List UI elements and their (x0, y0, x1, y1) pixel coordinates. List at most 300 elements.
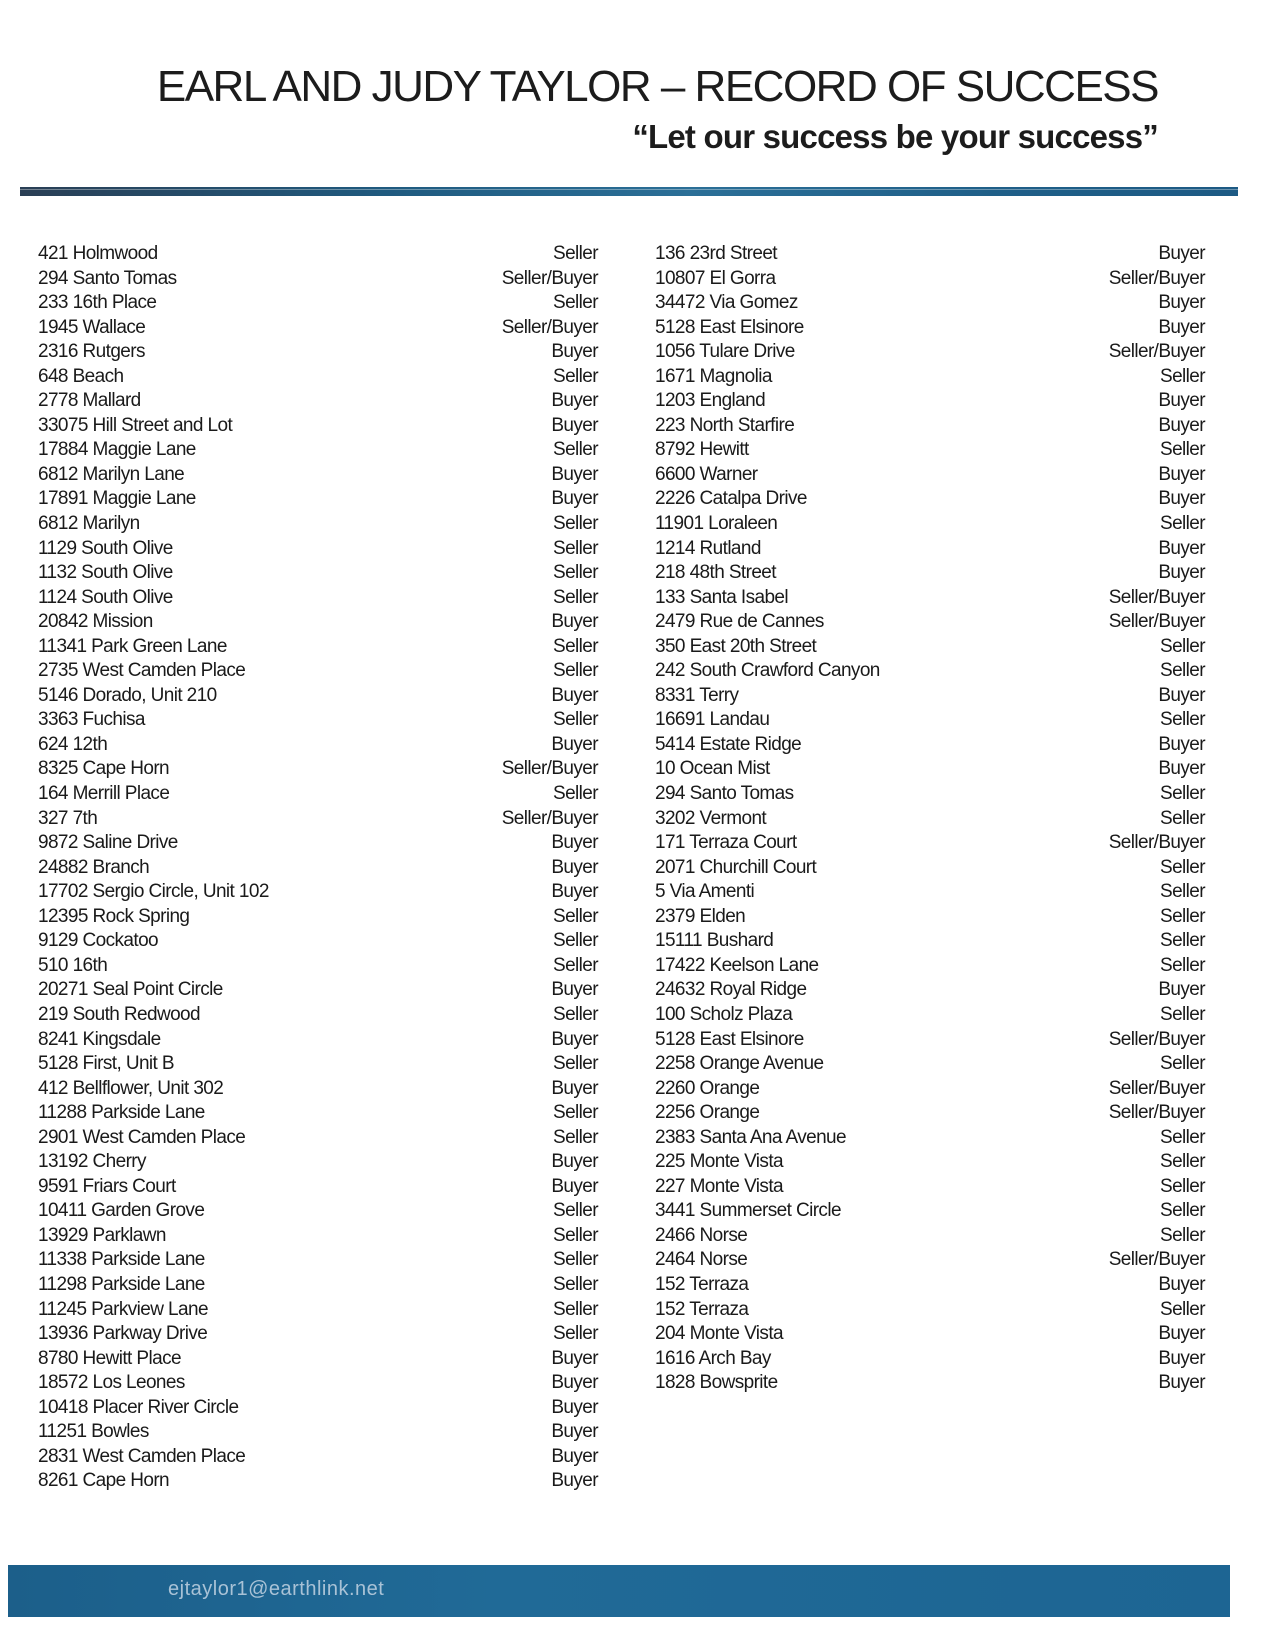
property-address: 218 48th Street (655, 562, 776, 584)
property-address: 624 12th (38, 733, 108, 755)
property-address: 294 Santo Tomas (38, 267, 177, 289)
transaction-role: Seller (553, 1298, 598, 1320)
property-address: 11251 Bowles (38, 1421, 149, 1443)
list-item (38, 610, 598, 635)
list-item (655, 1003, 1205, 1028)
list-item (655, 1371, 1205, 1396)
property-address: 10411 Garden Grove (38, 1200, 205, 1222)
property-address: 164 Merrill Place (38, 783, 170, 805)
list-item (38, 1199, 598, 1224)
property-address: 8331 Terry (655, 684, 739, 706)
transaction-role: Buyer (551, 341, 598, 363)
property-address: 152 Terraza (655, 1273, 749, 1295)
transaction-role: Buyer (551, 1077, 598, 1099)
property-address: 18572 Los Leones (38, 1372, 185, 1394)
transaction-role: Buyer (551, 611, 598, 633)
property-address: 2466 Norse (655, 1224, 748, 1246)
transaction-role: Buyer (1158, 684, 1205, 706)
transaction-role: Seller (1160, 1200, 1205, 1222)
transaction-role: Buyer (1158, 1273, 1205, 1295)
transaction-role: Buyer (551, 733, 598, 755)
transaction-role: Seller (1160, 807, 1205, 829)
list-item (38, 782, 598, 807)
transaction-role: Buyer (1158, 1347, 1205, 1369)
transaction-role: Seller (553, 930, 598, 952)
transaction-role: Seller/Buyer (501, 316, 598, 338)
property-address: 2258 Orange Avenue (655, 1053, 824, 1075)
transaction-role: Seller/Buyer (1108, 1077, 1205, 1099)
property-address: 2379 Elden (655, 905, 746, 927)
transaction-role: Seller/Buyer (501, 807, 598, 829)
list-item (655, 954, 1205, 979)
list-item (38, 1224, 598, 1249)
property-address: 1129 South Olive (38, 537, 173, 559)
transaction-role: Seller/Buyer (501, 758, 598, 780)
list-item (655, 807, 1205, 832)
property-address: 1945 Wallace (38, 316, 146, 338)
transaction-role: Seller (553, 635, 598, 657)
list-item (38, 389, 598, 414)
transaction-role: Seller/Buyer (1108, 586, 1205, 608)
transaction-role: Buyer (551, 488, 598, 510)
transaction-role: Buyer (1158, 316, 1205, 338)
list-item (655, 242, 1205, 267)
property-address: 2464 Norse (655, 1249, 748, 1271)
transaction-role: Buyer (551, 414, 598, 436)
property-address: 2260 Orange (655, 1077, 760, 1099)
transaction-role: Buyer (1158, 562, 1205, 584)
property-address: 6812 Marilyn (38, 513, 140, 535)
list-item (655, 757, 1205, 782)
list-item (38, 414, 598, 439)
list-item (38, 1420, 598, 1445)
transaction-role: Seller (1160, 709, 1205, 731)
property-address: 152 Terraza (655, 1298, 749, 1320)
list-item (38, 1396, 598, 1421)
property-address: 6600 Warner (655, 463, 758, 485)
list-item (655, 1175, 1205, 1200)
property-address: 11341 Park Green Lane (38, 635, 227, 657)
property-address: 412 Bellflower, Unit 302 (38, 1077, 224, 1099)
transaction-role: Seller (553, 1323, 598, 1345)
property-address: 20271 Seal Point Circle (38, 979, 223, 1001)
list-item (655, 856, 1205, 881)
property-address: 100 Scholz Plaza (655, 1003, 793, 1025)
transaction-role: Buyer (1158, 243, 1205, 264)
list-item (38, 856, 598, 881)
property-address: 8792 Hewitt (655, 439, 749, 461)
transaction-role: Seller (1160, 635, 1205, 657)
transaction-role: Buyer (551, 1470, 598, 1492)
transaction-role: Seller (1160, 1053, 1205, 1075)
list-item (38, 1028, 598, 1053)
list-item (655, 708, 1205, 733)
transaction-role: Seller (553, 905, 598, 927)
transaction-role: Buyer (551, 856, 598, 878)
list-item (655, 978, 1205, 1003)
property-address: 133 Santa Isabel (655, 586, 789, 608)
transaction-role: Buyer (551, 832, 598, 854)
transaction-role: Seller (553, 1053, 598, 1075)
transaction-role: Seller (553, 365, 598, 387)
list-item (38, 757, 598, 782)
transaction-role: Buyer (1158, 1372, 1205, 1394)
list-item (655, 365, 1205, 390)
property-address: 11901 Loraleen (655, 513, 778, 535)
transaction-role: Seller (553, 1102, 598, 1124)
property-address: 219 South Redwood (38, 1003, 200, 1025)
list-item (655, 267, 1205, 292)
list-item (38, 316, 598, 341)
list-item (38, 1052, 598, 1077)
property-address: 16691 Landau (655, 709, 770, 731)
property-address: 171 Terraza Court (655, 832, 797, 854)
list-item (655, 389, 1205, 414)
list-item (655, 512, 1205, 537)
transaction-role: Seller/Buyer (1108, 267, 1205, 289)
list-item (38, 1273, 598, 1298)
transaction-role: Seller (553, 1224, 598, 1246)
property-address: 9872 Saline Drive (38, 832, 178, 854)
property-address: 13192 Cherry (38, 1151, 146, 1173)
list-item (655, 782, 1205, 807)
transaction-role: Seller (553, 243, 598, 264)
property-address: 1828 Bowsprite (655, 1372, 778, 1394)
list-item (655, 537, 1205, 562)
transaction-role: Seller (553, 513, 598, 535)
list-item (655, 291, 1205, 316)
transaction-role: Seller (1160, 1003, 1205, 1025)
transaction-role: Seller (1160, 881, 1205, 903)
page-subtitle: “Let our success be your success” (632, 118, 1158, 155)
property-address: 11288 Parkside Lane (38, 1102, 205, 1124)
transaction-role: Seller (553, 1249, 598, 1271)
property-address: 204 Monte Vista (655, 1323, 783, 1345)
transaction-role: Buyer (551, 684, 598, 706)
transaction-role: Seller/Buyer (1108, 1249, 1205, 1271)
transaction-role: Seller (1160, 439, 1205, 461)
page-title: EARL AND JUDY TAYLOR – RECORD OF SUCCESS (156, 62, 1158, 111)
transaction-role: Buyer (551, 463, 598, 485)
list-item (655, 905, 1205, 930)
transaction-role: Seller (553, 954, 598, 976)
list-item (38, 537, 598, 562)
property-address: 8261 Cape Horn (38, 1470, 170, 1492)
list-item (38, 1248, 598, 1273)
property-address: 227 Monte Vista (655, 1175, 783, 1197)
list-item (38, 1077, 598, 1102)
property-address: 11298 Parkside Lane (38, 1273, 205, 1295)
transaction-role: Seller (1160, 365, 1205, 387)
transaction-role: Seller (1160, 783, 1205, 805)
list-item (38, 1298, 598, 1323)
list-item (38, 1469, 598, 1494)
transaction-role: Seller (1160, 1298, 1205, 1320)
transaction-role: Seller (553, 439, 598, 461)
transaction-role: Seller (553, 709, 598, 731)
list-item (38, 733, 598, 758)
list-item (38, 340, 598, 365)
list-item (655, 1273, 1205, 1298)
transaction-role: Buyer (551, 1445, 598, 1467)
property-address: 2901 West Camden Place (38, 1126, 246, 1148)
list-item (655, 340, 1205, 365)
transaction-role: Seller (1160, 1224, 1205, 1246)
list-item (38, 365, 598, 390)
transaction-role: Buyer (1158, 1323, 1205, 1345)
transaction-role: Buyer (551, 1372, 598, 1394)
property-address: 3441 Summerset Circle (655, 1200, 841, 1222)
transaction-role: Seller (553, 1126, 598, 1148)
property-address: 2226 Catalpa Drive (655, 488, 807, 510)
property-address: 33075 Hill Street and Lot (38, 414, 233, 436)
list-item (38, 1445, 598, 1470)
transaction-role: Buyer (1158, 292, 1205, 314)
list-item (655, 463, 1205, 488)
list-item (38, 905, 598, 930)
list-item (38, 1347, 598, 1372)
transaction-role: Seller (553, 660, 598, 682)
property-address: 1671 Magnolia (655, 365, 772, 387)
list-item (38, 684, 598, 709)
list-item (655, 659, 1205, 684)
list-item (38, 708, 598, 733)
transaction-role: Seller (553, 783, 598, 805)
transaction-role: Seller/Buyer (1108, 1028, 1205, 1050)
list-item (38, 831, 598, 856)
list-item (655, 1150, 1205, 1175)
property-address: 1056 Tulare Drive (655, 341, 795, 363)
transaction-role: Buyer (1158, 414, 1205, 436)
list-item (38, 1371, 598, 1396)
list-item (38, 463, 598, 488)
transaction-role: Buyer (551, 1028, 598, 1050)
property-address: 510 16th (38, 954, 108, 976)
property-address: 5128 East Elsinore (655, 316, 804, 338)
property-address: 5146 Dorado, Unit 210 (38, 684, 217, 706)
transaction-role: Seller (553, 1273, 598, 1295)
list-item (38, 487, 598, 512)
property-address: 13929 Parklawn (38, 1224, 166, 1246)
property-address: 2831 West Camden Place (38, 1445, 246, 1467)
list-item (38, 512, 598, 537)
property-address: 17422 Keelson Lane (655, 954, 819, 976)
list-item (38, 807, 598, 832)
transaction-role: Seller (1160, 1175, 1205, 1197)
transaction-role: Buyer (1158, 758, 1205, 780)
list-item (655, 1052, 1205, 1077)
property-address: 10807 El Gorra (655, 267, 776, 289)
transaction-role: Seller (1160, 905, 1205, 927)
transaction-role: Seller (1160, 1126, 1205, 1148)
list-item (655, 438, 1205, 463)
property-address: 1214 Rutland (655, 537, 761, 559)
property-address: 5128 East Elsinore (655, 1028, 804, 1050)
transaction-role: Seller (553, 1003, 598, 1025)
list-item (38, 561, 598, 586)
property-address: 15111 Bushard (655, 930, 774, 952)
property-address: 1124 South Olive (38, 586, 173, 608)
list-item (655, 487, 1205, 512)
property-address: 2071 Churchill Court (655, 856, 817, 878)
transaction-role: Seller/Buyer (501, 267, 598, 289)
property-address: 6812 Marilyn Lane (38, 463, 185, 485)
list-item (655, 561, 1205, 586)
transaction-role: Seller/Buyer (1108, 341, 1205, 363)
transaction-role: Seller/Buyer (1108, 832, 1205, 854)
list-item (38, 978, 598, 1003)
transaction-role: Buyer (551, 979, 598, 1001)
list-item (655, 1077, 1205, 1102)
list-item (655, 831, 1205, 856)
property-address: 20842 Mission (38, 611, 153, 633)
footer-email[interactable]: ejtaylor1@earthlink.net (168, 1578, 385, 1600)
property-address: 2256 Orange (655, 1102, 760, 1124)
list-item (38, 267, 598, 292)
list-item (38, 291, 598, 316)
list-item (38, 954, 598, 979)
property-address: 3202 Vermont (655, 807, 767, 829)
list-item (38, 438, 598, 463)
property-address: 1203 England (655, 390, 766, 412)
list-item (655, 684, 1205, 709)
list-item (38, 1126, 598, 1151)
right-transaction-list (655, 242, 1205, 1396)
list-item (38, 1101, 598, 1126)
property-address: 1616 Arch Bay (655, 1347, 771, 1369)
left-transaction-list (38, 242, 598, 1494)
list-item (38, 880, 598, 905)
list-item (38, 929, 598, 954)
property-address: 11338 Parkside Lane (38, 1249, 205, 1271)
property-address: 5128 First, Unit B (38, 1053, 174, 1075)
property-address: 11245 Parkview Lane (38, 1298, 208, 1320)
transaction-role: Buyer (551, 1347, 598, 1369)
list-item (38, 1322, 598, 1347)
property-address: 648 Beach (38, 365, 124, 387)
property-address: 8325 Cape Horn (38, 758, 170, 780)
property-address: 3363 Fuchisa (38, 709, 145, 731)
property-address: 24882 Branch (38, 856, 150, 878)
transaction-role: Buyer (551, 881, 598, 903)
transaction-role: Seller (553, 562, 598, 584)
list-item (655, 1101, 1205, 1126)
property-address: 17884 Maggie Lane (38, 439, 196, 461)
property-address: 10 Ocean Mist (655, 758, 770, 780)
property-address: 17891 Maggie Lane (38, 488, 196, 510)
property-address: 2479 Rue de Cannes (655, 611, 824, 633)
property-address: 350 East 20th Street (655, 635, 817, 657)
transaction-role: Seller (1160, 856, 1205, 878)
transaction-role: Buyer (1158, 733, 1205, 755)
transaction-role: Buyer (551, 1175, 598, 1197)
list-item (655, 635, 1205, 660)
list-item (655, 586, 1205, 611)
list-item (655, 610, 1205, 635)
transaction-role: Seller (553, 292, 598, 314)
list-item (655, 1028, 1205, 1053)
list-item (38, 242, 598, 267)
transaction-role: Seller (553, 537, 598, 559)
property-address: 24632 Royal Ridge (655, 979, 807, 1001)
transaction-role: Buyer (1158, 979, 1205, 1001)
property-address: 9129 Cockatoo (38, 930, 159, 952)
header-divider (20, 187, 1238, 196)
property-address: 2383 Santa Ana Avenue (655, 1126, 846, 1148)
list-item (38, 1150, 598, 1175)
list-item (655, 929, 1205, 954)
property-address: 12395 Rock Spring (38, 905, 190, 927)
property-address: 1132 South Olive (38, 562, 173, 584)
transaction-role: Buyer (551, 390, 598, 412)
property-address: 34472 Via Gomez (655, 292, 798, 314)
property-address: 242 South Crawford Canyon (655, 660, 880, 682)
list-item (38, 1003, 598, 1028)
transaction-role: Seller (1160, 954, 1205, 976)
transaction-role: Buyer (1158, 390, 1205, 412)
property-address: 2778 Mallard (38, 390, 141, 412)
list-item (38, 635, 598, 660)
property-address: 233 16th Place (38, 292, 157, 314)
list-item (655, 733, 1205, 758)
list-item (655, 1322, 1205, 1347)
transaction-role: Buyer (551, 1421, 598, 1443)
transaction-role: Seller/Buyer (1108, 1102, 1205, 1124)
property-address: 8241 Kingsdale (38, 1028, 161, 1050)
transaction-role: Buyer (551, 1151, 598, 1173)
property-address: 5 Via Amenti (655, 881, 755, 903)
property-address: 421 Holmwood (38, 243, 158, 264)
list-item (38, 1175, 598, 1200)
list-item (655, 1248, 1205, 1273)
transaction-role: Buyer (551, 1396, 598, 1418)
transaction-role: Seller (1160, 930, 1205, 952)
property-address: 17702 Sergio Circle, Unit 102 (38, 881, 269, 903)
list-item (655, 316, 1205, 341)
transaction-role: Seller (1160, 660, 1205, 682)
property-address: 13936 Parkway Drive (38, 1323, 208, 1345)
transaction-role: Buyer (1158, 537, 1205, 559)
list-item (655, 1199, 1205, 1224)
transaction-role: Buyer (1158, 488, 1205, 510)
property-address: 8780 Hewitt Place (38, 1347, 181, 1369)
list-item (655, 414, 1205, 439)
property-address: 9591 Friars Court (38, 1175, 176, 1197)
transaction-role: Seller (1160, 1151, 1205, 1173)
transaction-role: Seller (1160, 513, 1205, 535)
list-item (655, 1347, 1205, 1372)
property-address: 2735 West Camden Place (38, 660, 246, 682)
transaction-role: Seller/Buyer (1108, 611, 1205, 633)
property-address: 223 North Starfire (655, 414, 795, 436)
property-address: 2316 Rutgers (38, 341, 145, 363)
transaction-role: Seller (553, 586, 598, 608)
property-address: 225 Monte Vista (655, 1151, 783, 1173)
transaction-role: Seller (553, 1200, 598, 1222)
transaction-role: Buyer (1158, 463, 1205, 485)
property-address: 10418 Placer River Circle (38, 1396, 239, 1418)
list-item (655, 880, 1205, 905)
list-item (38, 586, 598, 611)
property-address: 294 Santo Tomas (655, 783, 794, 805)
property-address: 327 7th (38, 807, 98, 829)
list-item (655, 1298, 1205, 1323)
list-item (655, 1126, 1205, 1151)
list-item (38, 659, 598, 684)
property-address: 136 23rd Street (655, 243, 777, 264)
property-address: 5414 Estate Ridge (655, 733, 802, 755)
list-item (655, 1224, 1205, 1249)
